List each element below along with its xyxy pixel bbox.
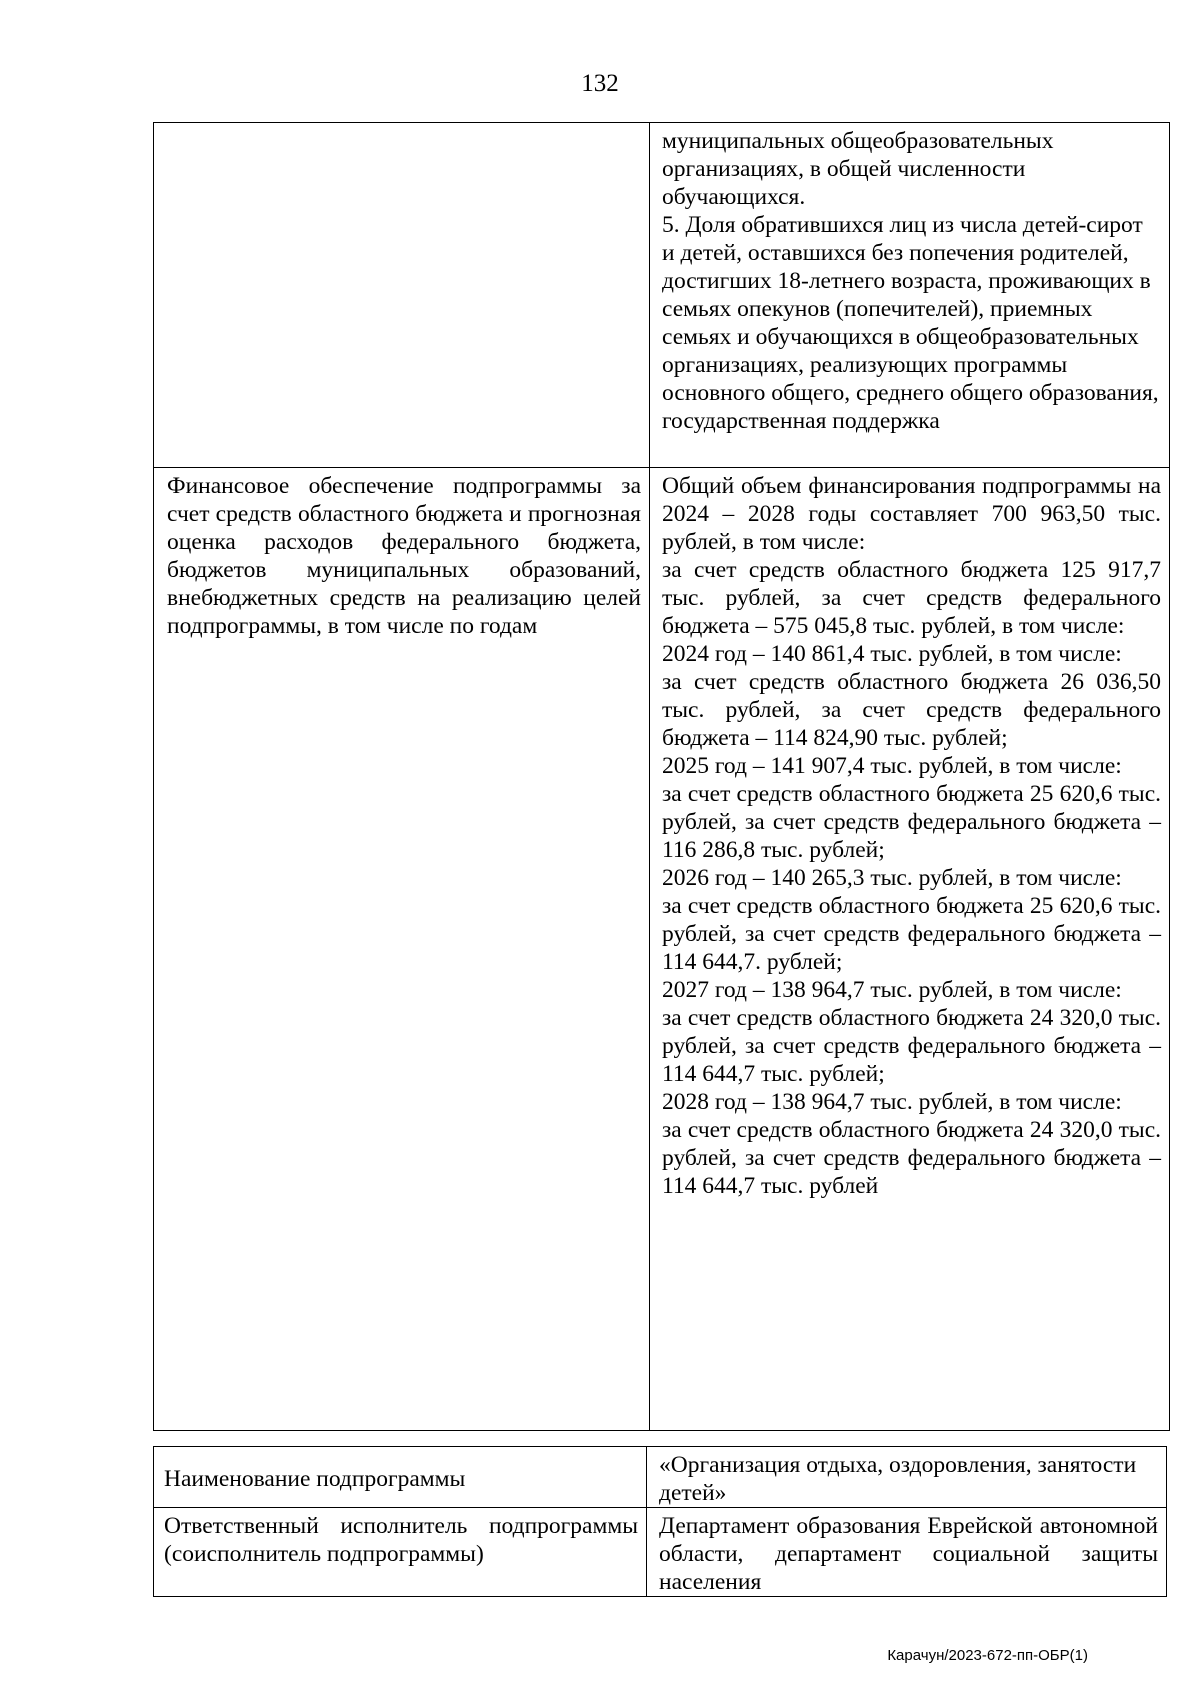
target-text-continued: муниципальных общеобразовательных организациях, в общей численности обучающихся. xyxy=(662,128,1054,210)
financing-year-2027-breakdown: за счет средств областного бюджета 24 320,0 тыс. рублей, за счет средств федерального бюджета – 114 644,7 тыс. рублей; xyxy=(662,1005,1161,1087)
financing-year-2028-breakdown: за счет средств областного бюджета 24 320,0 тыс. рублей, за счет средств федерального бюджета – 114 644,7 тыс. рублей xyxy=(662,1117,1161,1199)
responsible-executor-value: Департамент образования Еврейской автономной области, департамент социальной защиты населения xyxy=(647,1508,1167,1597)
table-row xyxy=(154,468,1170,1431)
financing-year-2026: 2026 год – 140 265,3 тыс. рублей, в том числе: xyxy=(662,865,1122,891)
page-number: 132 xyxy=(581,70,619,97)
financing-year-2025: 2025 год – 141 907,4 тыс. рублей, в том числе: xyxy=(662,753,1122,779)
table-row xyxy=(154,1508,1167,1597)
financing-year-2024-breakdown: за счет средств областного бюджета 26 036,50 тыс. рублей, за счет средств федерального бюджета – 114 824,90 тыс. рублей; xyxy=(662,669,1161,751)
financing-year-2024: 2024 год – 140 861,4 тыс. рублей, в том числе: xyxy=(662,641,1122,667)
responsible-executor-label: Ответственный исполнитель подпрограммы (соисполнитель подпрограммы) xyxy=(154,1508,647,1597)
financing-label-cell: Финансовое обеспечение подпрограммы за счет средств областного бюджета и прогнозная оценка расходов федерального бюджета, бюджетов муниципальных образований, внебюджетных средств на реализацию целей подпрограммы, в том числе по годам xyxy=(154,468,650,1431)
document-code: Карачун/2023-672-пп-ОБР(1) xyxy=(887,1647,1088,1664)
subprogram-name-label: Наименование подпрограммы xyxy=(154,1447,647,1508)
financing-value-cell xyxy=(650,468,1170,1431)
table-row xyxy=(154,123,1170,468)
subprogram-name-value: «Организация отдыха, оздоровления, занятости детей» xyxy=(647,1447,1167,1508)
table-row xyxy=(154,1447,1167,1508)
targets-cell xyxy=(650,123,1170,468)
financing-year-2026-breakdown: за счет средств областного бюджета 25 620,6 тыс. рублей, за счет средств федерального бюджета – 114 644,7. рублей; xyxy=(662,893,1161,975)
financing-year-2028: 2028 год – 138 964,7 тыс. рублей, в том числе: xyxy=(662,1089,1122,1115)
passport-table-top xyxy=(153,122,1170,1431)
table-cell-empty xyxy=(154,123,650,468)
passport-table-bottom xyxy=(153,1446,1167,1597)
financing-total: Общий объем финансирования подпрограммы на 2024 – 2028 годы составляет 700 963,50 тыс. рублей, в том числе: xyxy=(662,473,1161,555)
financing-year-2025-breakdown: за счет средств областного бюджета 25 620,6 тыс. рублей, за счет средств федерального бюджета – 116 286,8 тыс. рублей; xyxy=(662,781,1161,863)
financing-year-2027: 2027 год – 138 964,7 тыс. рублей, в том числе: xyxy=(662,977,1122,1003)
target-item-5: 5. Доля обратившихся лиц из числа детей-сирот и детей, оставшихся без попечения родителей, достигших 18-летнего возраста, проживающих в семьях опекунов (попечителей), приемных семьях и обучающихся в общеобразовательных организациях, реализующих программы основного общего, среднего общего образования, государственная поддержка xyxy=(662,212,1159,434)
financing-total-breakdown: за счет средств областного бюджета 125 917,7 тыс. рублей, за счет средств федерального бюджета – 575 045,8 тыс. рублей, в том числе: xyxy=(662,557,1161,639)
